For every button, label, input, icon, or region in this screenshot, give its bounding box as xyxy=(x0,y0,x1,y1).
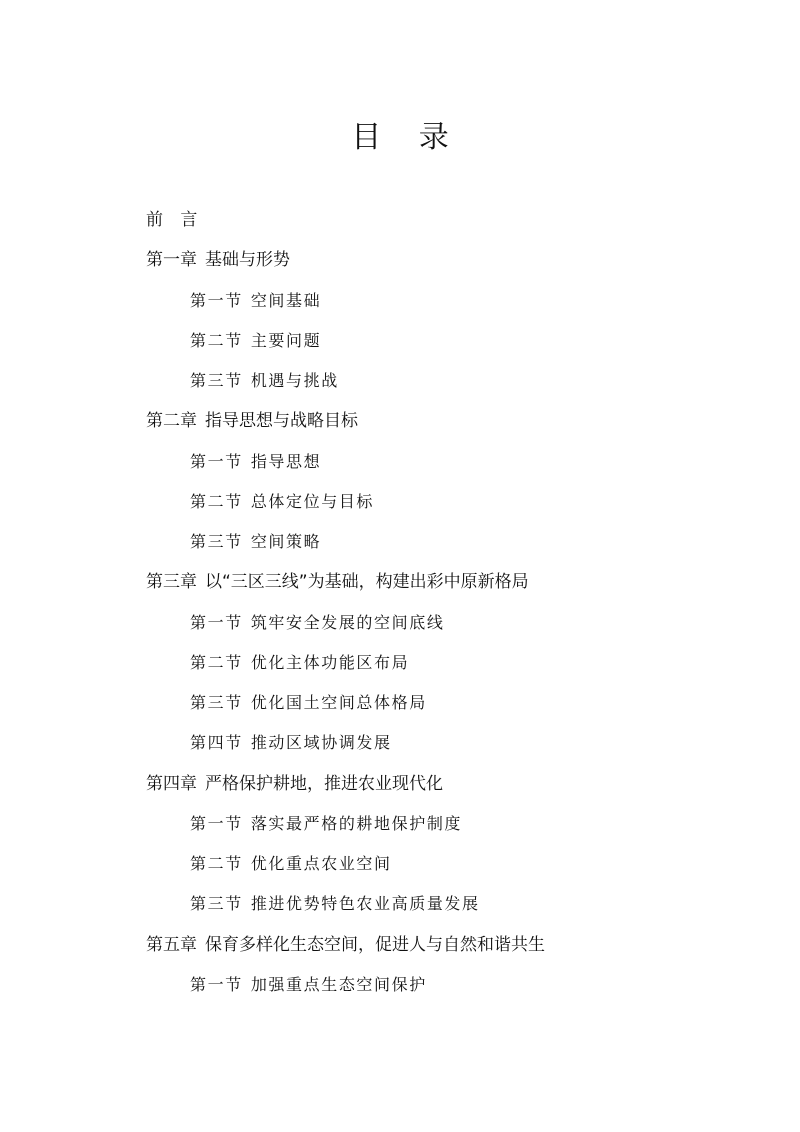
toc-section-number: 第一节 xyxy=(190,290,243,310)
toc-section-title: 优化主体功能区布局 xyxy=(250,652,410,672)
toc-chapter-title: 严格保护耕地，推进农业现代化 xyxy=(205,773,443,794)
toc-section-number: 第二节 xyxy=(190,854,243,873)
toc-section-title: 推进优势特色农业高质量发展 xyxy=(250,894,480,914)
toc-chapter-number: 第四章 xyxy=(146,773,197,794)
toc-section[interactable] xyxy=(0,723,800,763)
page-title: 目 录 xyxy=(351,120,463,155)
toc-chapter-number: 第二章 xyxy=(146,411,197,432)
toc-section[interactable] xyxy=(0,281,800,321)
toc-section[interactable] xyxy=(0,683,800,723)
toc-chapter[interactable] xyxy=(0,562,800,602)
toc-section-number: 第二节 xyxy=(190,330,243,350)
toc-entry-text: 前 言 xyxy=(146,210,204,230)
toc-section-number: 第二节 xyxy=(190,491,243,511)
toc-chapter-title: 以“三区三线”为基础，构建出彩中原新格局 xyxy=(205,572,529,593)
toc-section-number: 第三节 xyxy=(190,371,243,390)
toc-chapter[interactable] xyxy=(0,240,800,280)
toc-section-title: 指导思想 xyxy=(250,451,322,471)
toc-section-title: 机遇与挑战 xyxy=(250,371,339,390)
toc-section-title: 筑牢安全发展的空间底线 xyxy=(250,612,445,632)
toc-chapter[interactable] xyxy=(0,925,800,965)
toc-section[interactable] xyxy=(0,361,800,401)
toc-section-number: 第一节 xyxy=(190,612,243,632)
toc-section[interactable] xyxy=(0,844,800,884)
table-of-contents xyxy=(0,200,800,1005)
toc-section-title: 总体定位与目标 xyxy=(250,491,375,511)
toc-section-number: 第三节 xyxy=(190,532,243,551)
toc-section-number: 第四节 xyxy=(190,733,243,753)
toc-section[interactable] xyxy=(0,482,800,522)
toc-chapter-title: 保育多样化生态空间，促进人与自然和谐共生 xyxy=(205,934,545,955)
toc-section-title: 加强重点生态空间保护 xyxy=(250,974,427,994)
toc-section-title: 优化国土空间总体格局 xyxy=(250,693,427,712)
toc-chapter[interactable] xyxy=(0,764,800,804)
toc-chapter-title: 基础与形势 xyxy=(205,250,290,271)
toc-chapter-number: 第一章 xyxy=(146,250,197,271)
toc-chapter-number: 第三章 xyxy=(146,572,197,593)
toc-section-number: 第一节 xyxy=(190,974,243,994)
toc-section-title: 优化重点农业空间 xyxy=(250,854,392,873)
toc-section-title: 空间策略 xyxy=(250,532,322,551)
toc-section-number: 第三节 xyxy=(190,693,243,712)
toc-section-number: 第二节 xyxy=(190,652,243,672)
toc-section[interactable] xyxy=(0,965,800,1005)
toc-section-number: 第三节 xyxy=(190,894,243,914)
toc-section-title: 主要问题 xyxy=(250,330,322,350)
toc-section[interactable] xyxy=(0,321,800,361)
toc-chapter[interactable] xyxy=(0,401,800,441)
toc-section-title: 推动区域协调发展 xyxy=(250,733,392,753)
toc-entry-preface[interactable] xyxy=(0,200,800,240)
toc-chapter-number: 第五章 xyxy=(146,934,197,955)
toc-section[interactable] xyxy=(0,442,800,482)
toc-section[interactable] xyxy=(0,884,800,924)
toc-section-title: 落实最严格的耕地保护制度 xyxy=(250,813,463,833)
toc-section-number: 第一节 xyxy=(190,451,243,471)
toc-section[interactable] xyxy=(0,522,800,562)
toc-chapter-title: 指导思想与战略目标 xyxy=(205,411,358,432)
toc-section-title: 空间基础 xyxy=(250,290,322,310)
toc-section[interactable] xyxy=(0,804,800,844)
toc-section-number: 第一节 xyxy=(190,813,243,833)
toc-section[interactable] xyxy=(0,603,800,643)
toc-section[interactable] xyxy=(0,643,800,683)
